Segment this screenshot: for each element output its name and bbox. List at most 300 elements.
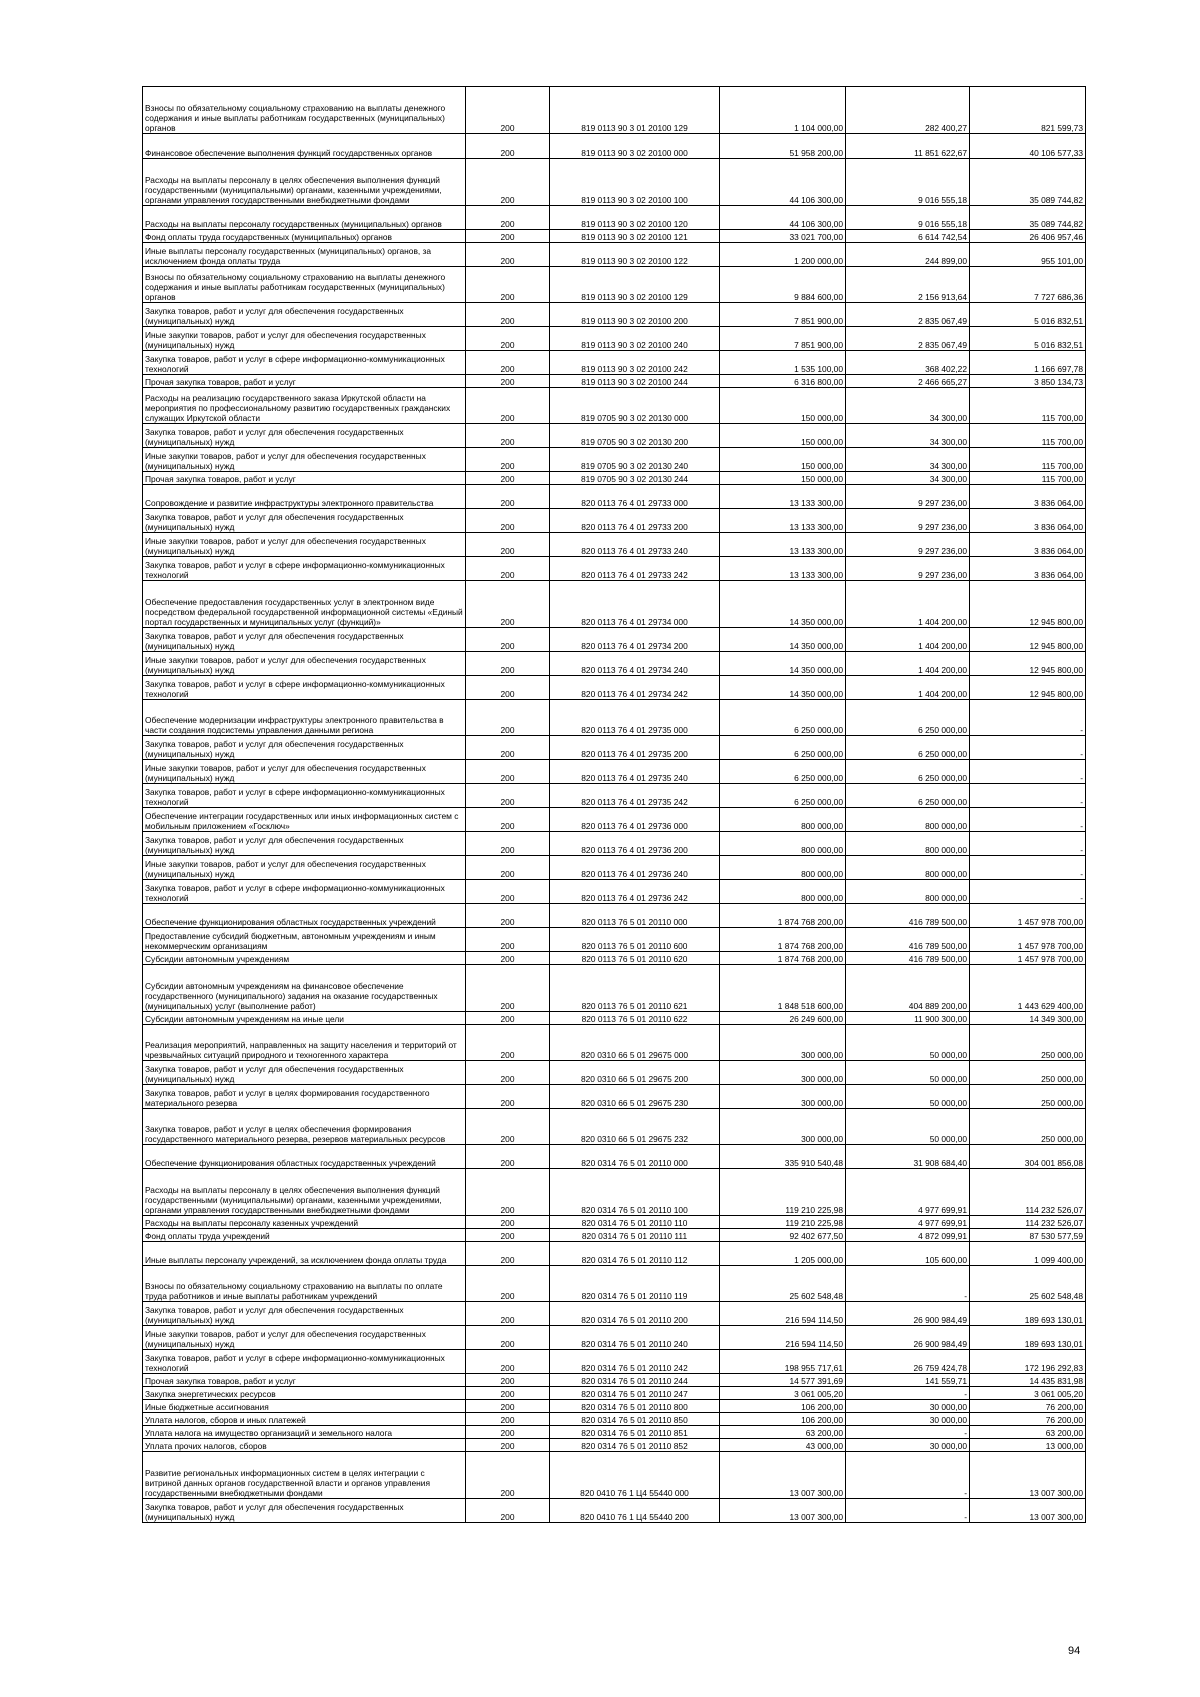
budget-code-cell: 820 0113 76 5 01 20110 000 — [550, 904, 720, 928]
budget-code-cell: 820 0410 76 1 Ц4 55440 000 — [550, 1452, 720, 1499]
approved-amount-cell: 14 350 000,00 — [720, 581, 846, 628]
budget-code-cell: 820 0113 76 4 01 29733 000 — [550, 485, 720, 509]
table-row — [143, 1109, 1086, 1145]
approved-amount-cell: 800 000,00 — [720, 832, 846, 856]
line-code-cell: 200 — [466, 1387, 550, 1400]
executed-amount-cell: 9 297 236,00 — [846, 509, 970, 533]
row-name-cell: Иные бюджетные ассигнования — [143, 1400, 466, 1413]
executed-amount-cell: 6 250 000,00 — [846, 700, 970, 736]
line-code-cell: 200 — [466, 1302, 550, 1326]
approved-amount-cell: 1 535 100,00 — [720, 351, 846, 375]
line-code-cell: 200 — [466, 652, 550, 676]
line-code-cell: 200 — [466, 581, 550, 628]
line-code-cell: 200 — [466, 134, 550, 159]
executed-amount-cell: 416 789 500,00 — [846, 952, 970, 965]
budget-code-cell: 820 0113 76 4 01 29735 242 — [550, 784, 720, 808]
executed-amount-cell: - — [846, 1266, 970, 1302]
executed-amount-cell: 2 835 067,49 — [846, 327, 970, 351]
approved-amount-cell: 198 955 717,61 — [720, 1350, 846, 1374]
approved-amount-cell: 13 133 300,00 — [720, 485, 846, 509]
row-name-cell: Иные закупки товаров, работ и услуг для обеспечения государственных (муниципальных) нужд — [143, 533, 466, 557]
executed-amount-cell: 4 977 699,91 — [846, 1169, 970, 1216]
table-row — [143, 159, 1086, 206]
approved-amount-cell: 14 350 000,00 — [720, 676, 846, 700]
table-row — [143, 351, 1086, 375]
approved-amount-cell: 13 133 300,00 — [720, 509, 846, 533]
unexecuted-amount-cell: 3 850 134,73 — [970, 375, 1086, 388]
table-row — [143, 509, 1086, 533]
executed-amount-cell: 31 908 684,40 — [846, 1145, 970, 1169]
row-name-cell: Развитие региональных информационных систем в целях интеграции с витриной данных органов государственной власти и органов управления государственными внебюджетными фондами — [143, 1452, 466, 1499]
approved-amount-cell: 216 594 114,50 — [720, 1302, 846, 1326]
unexecuted-amount-cell: 3 836 064,00 — [970, 509, 1086, 533]
row-name-cell: Уплата налога на имущество организаций и земельного налога — [143, 1426, 466, 1439]
executed-amount-cell: 9 297 236,00 — [846, 485, 970, 509]
approved-amount-cell: 106 200,00 — [720, 1413, 846, 1426]
approved-amount-cell: 1 200 000,00 — [720, 243, 846, 267]
row-name-cell: Прочая закупка товаров, работ и услуг — [143, 375, 466, 388]
table-row — [143, 267, 1086, 303]
approved-amount-cell: 150 000,00 — [720, 424, 846, 448]
budget-code-cell: 820 0113 76 4 01 29734 242 — [550, 676, 720, 700]
unexecuted-amount-cell: 12 945 800,00 — [970, 628, 1086, 652]
table-row — [143, 1012, 1086, 1025]
line-code-cell: 200 — [466, 880, 550, 904]
approved-amount-cell: 6 250 000,00 — [720, 700, 846, 736]
approved-amount-cell: 92 402 677,50 — [720, 1229, 846, 1242]
line-code-cell: 200 — [466, 533, 550, 557]
executed-amount-cell: 9 016 555,18 — [846, 206, 970, 230]
line-code-cell: 200 — [466, 472, 550, 485]
unexecuted-amount-cell: - — [970, 880, 1086, 904]
budget-code-cell: 819 0113 90 3 02 20100 244 — [550, 375, 720, 388]
line-code-cell: 200 — [466, 1012, 550, 1025]
row-name-cell: Фонд оплаты труда государственных (муниципальных) органов — [143, 230, 466, 243]
table-row — [143, 928, 1086, 952]
row-name-cell: Закупка товаров, работ и услуг в сфере информационно-коммуникационных технологий — [143, 784, 466, 808]
approved-amount-cell: 335 910 540,48 — [720, 1145, 846, 1169]
approved-amount-cell: 800 000,00 — [720, 856, 846, 880]
budget-code-cell: 820 0113 76 5 01 20110 620 — [550, 952, 720, 965]
row-name-cell: Закупка товаров, работ и услуг для обеспечения государственных (муниципальных) нужд — [143, 1499, 466, 1523]
executed-amount-cell: 1 404 200,00 — [846, 676, 970, 700]
row-name-cell: Сопровождение и развитие инфраструктуры электронного правительства — [143, 485, 466, 509]
line-code-cell: 200 — [466, 485, 550, 509]
unexecuted-amount-cell: 25 602 548,48 — [970, 1266, 1086, 1302]
unexecuted-amount-cell: 12 945 800,00 — [970, 676, 1086, 700]
row-name-cell: Иные закупки товаров, работ и услуг для обеспечения государственных (муниципальных) нужд — [143, 448, 466, 472]
line-code-cell: 200 — [466, 375, 550, 388]
executed-amount-cell: 6 250 000,00 — [846, 736, 970, 760]
table-row — [143, 1085, 1086, 1109]
approved-amount-cell: 3 061 005,20 — [720, 1387, 846, 1400]
unexecuted-amount-cell: 189 693 130,01 — [970, 1326, 1086, 1350]
unexecuted-amount-cell: 7 727 686,36 — [970, 267, 1086, 303]
table-row — [143, 1216, 1086, 1229]
unexecuted-amount-cell: 5 016 832,51 — [970, 303, 1086, 327]
row-name-cell: Уплата налогов, сборов и иных платежей — [143, 1413, 466, 1426]
table-row — [143, 1025, 1086, 1061]
unexecuted-amount-cell: 304 001 856,08 — [970, 1145, 1086, 1169]
row-name-cell: Закупка товаров, работ и услуг в сфере информационно-коммуникационных технологий — [143, 351, 466, 375]
line-code-cell: 200 — [466, 1374, 550, 1387]
table-row — [143, 1229, 1086, 1242]
table-row — [143, 424, 1086, 448]
unexecuted-amount-cell: 76 200,00 — [970, 1413, 1086, 1426]
row-name-cell: Субсидии автономным учреждениям на финансовое обеспечение государственного (муниципального) задания на оказание государственных (муниципальных) услуг (выполнение работ) — [143, 965, 466, 1012]
table-row — [143, 533, 1086, 557]
approved-amount-cell: 6 316 800,00 — [720, 375, 846, 388]
unexecuted-amount-cell: 3 836 064,00 — [970, 533, 1086, 557]
table-row — [143, 676, 1086, 700]
unexecuted-amount-cell: 172 196 292,83 — [970, 1350, 1086, 1374]
row-name-cell: Обеспечение интеграции государственных или иных информационных систем с мобильным приложением «Госключ» — [143, 808, 466, 832]
budget-code-cell: 820 0113 76 4 01 29734 000 — [550, 581, 720, 628]
approved-amount-cell: 150 000,00 — [720, 448, 846, 472]
line-code-cell: 200 — [466, 1266, 550, 1302]
line-code-cell: 200 — [466, 784, 550, 808]
approved-amount-cell: 14 350 000,00 — [720, 628, 846, 652]
executed-amount-cell: - — [846, 1426, 970, 1439]
table-row — [143, 1426, 1086, 1439]
unexecuted-amount-cell: 35 089 744,82 — [970, 206, 1086, 230]
approved-amount-cell: 14 577 391,69 — [720, 1374, 846, 1387]
table-row — [143, 1169, 1086, 1216]
line-code-cell: 200 — [466, 1350, 550, 1374]
unexecuted-amount-cell: 115 700,00 — [970, 448, 1086, 472]
line-code-cell: 200 — [466, 1326, 550, 1350]
line-code-cell: 200 — [466, 557, 550, 581]
unexecuted-amount-cell: 14 435 831,98 — [970, 1374, 1086, 1387]
approved-amount-cell: 51 958 200,00 — [720, 134, 846, 159]
unexecuted-amount-cell: 115 700,00 — [970, 472, 1086, 485]
table-row — [143, 952, 1086, 965]
approved-amount-cell: 800 000,00 — [720, 808, 846, 832]
line-code-cell: 200 — [466, 243, 550, 267]
unexecuted-amount-cell: 250 000,00 — [970, 1025, 1086, 1061]
approved-amount-cell: 7 851 900,00 — [720, 327, 846, 351]
approved-amount-cell: 216 594 114,50 — [720, 1326, 846, 1350]
budget-code-cell: 820 0113 76 4 01 29736 242 — [550, 880, 720, 904]
executed-amount-cell: 6 250 000,00 — [846, 760, 970, 784]
unexecuted-amount-cell: - — [970, 700, 1086, 736]
unexecuted-amount-cell: 250 000,00 — [970, 1061, 1086, 1085]
table-row — [143, 303, 1086, 327]
row-name-cell: Закупка товаров, работ и услуг в целях формирования государственного материального резерва — [143, 1085, 466, 1109]
row-name-cell: Закупка энергетических ресурсов — [143, 1387, 466, 1400]
executed-amount-cell: 282 400,27 — [846, 87, 970, 134]
executed-amount-cell: 416 789 500,00 — [846, 928, 970, 952]
approved-amount-cell: 150 000,00 — [720, 472, 846, 485]
line-code-cell: 200 — [466, 327, 550, 351]
line-code-cell: 200 — [466, 303, 550, 327]
line-code-cell: 200 — [466, 1439, 550, 1452]
unexecuted-amount-cell: 12 945 800,00 — [970, 652, 1086, 676]
approved-amount-cell: 13 007 300,00 — [720, 1452, 846, 1499]
table-row — [143, 1452, 1086, 1499]
unexecuted-amount-cell: 250 000,00 — [970, 1085, 1086, 1109]
row-name-cell: Закупка товаров, работ и услуг в сфере информационно-коммуникационных технологий — [143, 1350, 466, 1374]
approved-amount-cell: 13 007 300,00 — [720, 1499, 846, 1523]
budget-code-cell: 819 0113 90 3 02 20100 242 — [550, 351, 720, 375]
unexecuted-amount-cell: 5 016 832,51 — [970, 327, 1086, 351]
line-code-cell: 200 — [466, 952, 550, 965]
budget-code-cell: 820 0314 76 5 01 20110 852 — [550, 1439, 720, 1452]
row-name-cell: Иные закупки товаров, работ и услуг для обеспечения государственных (муниципальных) нужд — [143, 652, 466, 676]
table-row — [143, 1350, 1086, 1374]
row-name-cell: Закупка товаров, работ и услуг для обеспечения государственных (муниципальных) нужд — [143, 736, 466, 760]
budget-code-cell: 820 0113 76 4 01 29736 240 — [550, 856, 720, 880]
executed-amount-cell: 9 297 236,00 — [846, 533, 970, 557]
unexecuted-amount-cell: 114 232 526,07 — [970, 1169, 1086, 1216]
table-row — [143, 206, 1086, 230]
budget-code-cell: 819 0113 90 3 02 20100 120 — [550, 206, 720, 230]
budget-code-cell: 820 0113 76 5 01 20110 622 — [550, 1012, 720, 1025]
table-row — [143, 557, 1086, 581]
table-row — [143, 1145, 1086, 1169]
row-name-cell: Закупка товаров, работ и услуг для обеспечения государственных (муниципальных) нужд — [143, 832, 466, 856]
executed-amount-cell: - — [846, 1499, 970, 1523]
approved-amount-cell: 63 200,00 — [720, 1426, 846, 1439]
budget-code-cell: 820 0113 76 4 01 29735 200 — [550, 736, 720, 760]
budget-code-cell: 820 0314 76 5 01 20110 000 — [550, 1145, 720, 1169]
row-name-cell: Расходы на выплаты персоналу государственных (муниципальных) органов — [143, 206, 466, 230]
table-row — [143, 856, 1086, 880]
row-name-cell: Взносы по обязательному социальному страхованию на выплаты по оплате труда работников и иные выплаты работникам учреждений — [143, 1266, 466, 1302]
executed-amount-cell: 1 404 200,00 — [846, 628, 970, 652]
approved-amount-cell: 6 250 000,00 — [720, 736, 846, 760]
table-row — [143, 1242, 1086, 1266]
budget-code-cell: 820 0113 76 4 01 29734 240 — [550, 652, 720, 676]
unexecuted-amount-cell: 1 166 697,78 — [970, 351, 1086, 375]
table-row — [143, 448, 1086, 472]
approved-amount-cell: 1 848 518 600,00 — [720, 965, 846, 1012]
row-name-cell: Субсидии автономным учреждениям — [143, 952, 466, 965]
table-row — [143, 1374, 1086, 1387]
row-name-cell: Иные выплаты персоналу учреждений, за исключением фонда оплаты труда — [143, 1242, 466, 1266]
executed-amount-cell: 1 404 200,00 — [846, 652, 970, 676]
executed-amount-cell: - — [846, 1452, 970, 1499]
line-code-cell: 200 — [466, 808, 550, 832]
approved-amount-cell: 1 104 000,00 — [720, 87, 846, 134]
line-code-cell: 200 — [466, 1452, 550, 1499]
line-code-cell: 200 — [466, 159, 550, 206]
table-row — [143, 1499, 1086, 1523]
table-row — [143, 581, 1086, 628]
executed-amount-cell: 6 250 000,00 — [846, 784, 970, 808]
row-name-cell: Закупка товаров, работ и услуг для обеспечения государственных (муниципальных) нужд — [143, 303, 466, 327]
unexecuted-amount-cell: - — [970, 808, 1086, 832]
unexecuted-amount-cell: 250 000,00 — [970, 1109, 1086, 1145]
budget-code-cell: 819 0113 90 3 02 20100 121 — [550, 230, 720, 243]
unexecuted-amount-cell: 1 443 629 400,00 — [970, 965, 1086, 1012]
budget-code-cell: 820 0314 76 5 01 20110 110 — [550, 1216, 720, 1229]
row-name-cell: Иные закупки товаров, работ и услуг для обеспечения государственных (муниципальных) нужд — [143, 856, 466, 880]
approved-amount-cell: 9 884 600,00 — [720, 267, 846, 303]
executed-amount-cell: 244 899,00 — [846, 243, 970, 267]
table-row — [143, 134, 1086, 159]
executed-amount-cell: 50 000,00 — [846, 1025, 970, 1061]
executed-amount-cell: 30 000,00 — [846, 1439, 970, 1452]
line-code-cell: 200 — [466, 509, 550, 533]
table-row — [143, 700, 1086, 736]
line-code-cell: 200 — [466, 1025, 550, 1061]
approved-amount-cell: 44 106 300,00 — [720, 206, 846, 230]
row-name-cell: Обеспечение функционирования областных государственных учреждений — [143, 904, 466, 928]
line-code-cell: 200 — [466, 856, 550, 880]
unexecuted-amount-cell: 114 232 526,07 — [970, 1216, 1086, 1229]
row-name-cell: Расходы на выплаты персоналу в целях обеспечения выполнения функций государственными (муниципальными) органами, казенными учреждениями, органами управления государственными внебюджетными фондами — [143, 159, 466, 206]
approved-amount-cell: 150 000,00 — [720, 388, 846, 424]
approved-amount-cell: 6 250 000,00 — [720, 760, 846, 784]
executed-amount-cell: 141 559,71 — [846, 1374, 970, 1387]
approved-amount-cell: 106 200,00 — [720, 1400, 846, 1413]
executed-amount-cell: 6 614 742,54 — [846, 230, 970, 243]
unexecuted-amount-cell: 3 836 064,00 — [970, 485, 1086, 509]
row-name-cell: Закупка товаров, работ и услуг для обеспечения государственных (муниципальных) нужд — [143, 1302, 466, 1326]
table-row — [143, 485, 1086, 509]
unexecuted-amount-cell: 40 106 577,33 — [970, 134, 1086, 159]
unexecuted-amount-cell: 14 349 300,00 — [970, 1012, 1086, 1025]
executed-amount-cell: 34 300,00 — [846, 388, 970, 424]
budget-code-cell: 820 0314 76 5 01 20110 247 — [550, 1387, 720, 1400]
unexecuted-amount-cell: 3 061 005,20 — [970, 1387, 1086, 1400]
approved-amount-cell: 26 249 600,00 — [720, 1012, 846, 1025]
approved-amount-cell: 300 000,00 — [720, 1109, 846, 1145]
budget-code-cell: 820 0314 76 5 01 20110 240 — [550, 1326, 720, 1350]
row-name-cell: Закупка товаров, работ и услуг в сфере информационно-коммуникационных технологий — [143, 880, 466, 904]
line-code-cell: 200 — [466, 424, 550, 448]
executed-amount-cell: 9 297 236,00 — [846, 557, 970, 581]
budget-code-cell: 820 0113 76 4 01 29733 242 — [550, 557, 720, 581]
line-code-cell: 200 — [466, 1145, 550, 1169]
row-name-cell: Взносы по обязательному социальному страхованию на выплаты денежного содержания и иные выплаты работникам государственных (муниципальных) органов — [143, 87, 466, 134]
budget-code-cell: 820 0314 76 5 01 20110 100 — [550, 1169, 720, 1216]
approved-amount-cell: 7 851 900,00 — [720, 303, 846, 327]
approved-amount-cell: 13 133 300,00 — [720, 557, 846, 581]
executed-amount-cell: 800 000,00 — [846, 856, 970, 880]
row-name-cell: Обеспечение функционирования областных государственных учреждений — [143, 1145, 466, 1169]
line-code-cell: 200 — [466, 832, 550, 856]
line-code-cell: 200 — [466, 230, 550, 243]
unexecuted-amount-cell: 76 200,00 — [970, 1400, 1086, 1413]
row-name-cell: Закупка товаров, работ и услуг для обеспечения государственных (муниципальных) нужд — [143, 628, 466, 652]
executed-amount-cell: 30 000,00 — [846, 1413, 970, 1426]
budget-code-cell: 820 0314 76 5 01 20110 850 — [550, 1413, 720, 1426]
executed-amount-cell: 34 300,00 — [846, 424, 970, 448]
budget-code-cell: 819 0705 90 3 02 20130 000 — [550, 388, 720, 424]
row-name-cell: Закупка товаров, работ и услуг в целях обеспечения формирования государственного материального резерва, резервов материальных ресурсов — [143, 1109, 466, 1145]
line-code-cell: 200 — [466, 760, 550, 784]
budget-code-cell: 820 0314 76 5 01 20110 242 — [550, 1350, 720, 1374]
row-name-cell: Иные выплаты персоналу государственных (муниципальных) органов, за исключением фонда оплаты труда — [143, 243, 466, 267]
unexecuted-amount-cell: 1 457 978 700,00 — [970, 928, 1086, 952]
unexecuted-amount-cell: 1 457 978 700,00 — [970, 952, 1086, 965]
budget-code-cell: 820 0314 76 5 01 20110 111 — [550, 1229, 720, 1242]
table-row — [143, 1302, 1086, 1326]
executed-amount-cell: 30 000,00 — [846, 1400, 970, 1413]
executed-amount-cell: 50 000,00 — [846, 1061, 970, 1085]
row-name-cell: Закупка товаров, работ и услуг в сфере информационно-коммуникационных технологий — [143, 557, 466, 581]
executed-amount-cell: 800 000,00 — [846, 880, 970, 904]
approved-amount-cell: 6 250 000,00 — [720, 784, 846, 808]
row-name-cell: Субсидии автономным учреждениям на иные цели — [143, 1012, 466, 1025]
line-code-cell: 200 — [466, 928, 550, 952]
unexecuted-amount-cell: 821 599,73 — [970, 87, 1086, 134]
budget-table — [142, 86, 1086, 1523]
unexecuted-amount-cell: 26 406 957,46 — [970, 230, 1086, 243]
row-name-cell: Расходы на реализацию государственного заказа Иркутской области на мероприятия по профессиональному развитию государственных гражданских служащих Иркутской области — [143, 388, 466, 424]
approved-amount-cell: 1 874 768 200,00 — [720, 952, 846, 965]
executed-amount-cell: 800 000,00 — [846, 832, 970, 856]
table-row — [143, 628, 1086, 652]
unexecuted-amount-cell: 13 007 300,00 — [970, 1499, 1086, 1523]
approved-amount-cell: 119 210 225,98 — [720, 1216, 846, 1229]
line-code-cell: 200 — [466, 1499, 550, 1523]
executed-amount-cell: 800 000,00 — [846, 808, 970, 832]
line-code-cell: 200 — [466, 1426, 550, 1439]
line-code-cell: 200 — [466, 1109, 550, 1145]
executed-amount-cell: 4 872 099,91 — [846, 1229, 970, 1242]
budget-code-cell: 820 0113 76 5 01 20110 621 — [550, 965, 720, 1012]
unexecuted-amount-cell: 955 101,00 — [970, 243, 1086, 267]
budget-code-cell: 819 0113 90 3 01 20100 129 — [550, 87, 720, 134]
executed-amount-cell: 26 759 424,78 — [846, 1350, 970, 1374]
line-code-cell: 200 — [466, 87, 550, 134]
budget-code-cell: 820 0410 76 1 Ц4 55440 200 — [550, 1499, 720, 1523]
executed-amount-cell: 11 851 622,67 — [846, 134, 970, 159]
budget-code-cell: 820 0113 76 5 01 20110 600 — [550, 928, 720, 952]
executed-amount-cell: 34 300,00 — [846, 472, 970, 485]
table-row — [143, 1387, 1086, 1400]
approved-amount-cell: 300 000,00 — [720, 1061, 846, 1085]
budget-code-cell: 819 0113 90 3 02 20100 122 — [550, 243, 720, 267]
budget-code-cell: 819 0113 90 3 02 20100 100 — [550, 159, 720, 206]
budget-code-cell: 819 0113 90 3 02 20100 000 — [550, 134, 720, 159]
budget-code-cell: 820 0310 66 5 01 29675 230 — [550, 1085, 720, 1109]
unexecuted-amount-cell: 87 530 577,59 — [970, 1229, 1086, 1242]
line-code-cell: 200 — [466, 904, 550, 928]
budget-code-cell: 820 0113 76 4 01 29736 000 — [550, 808, 720, 832]
executed-amount-cell: 9 016 555,18 — [846, 159, 970, 206]
line-code-cell: 200 — [466, 965, 550, 1012]
table-row — [143, 784, 1086, 808]
executed-amount-cell: 50 000,00 — [846, 1109, 970, 1145]
executed-amount-cell: 368 402,22 — [846, 351, 970, 375]
budget-code-cell: 820 0113 76 4 01 29733 240 — [550, 533, 720, 557]
row-name-cell: Обеспечение модернизации инфраструктуры электронного правительства в части создания подсистемы управления данными региона — [143, 700, 466, 736]
row-name-cell: Обеспечение предоставления государственных услуг в электронном виде посредством федеральной государственной информационной системы «Единый портал государственных и муниципальных услуг (функций)» — [143, 581, 466, 628]
budget-code-cell: 820 0314 76 5 01 20110 112 — [550, 1242, 720, 1266]
line-code-cell: 200 — [466, 700, 550, 736]
budget-code-cell: 820 0310 66 5 01 29675 000 — [550, 1025, 720, 1061]
budget-code-cell: 820 0113 76 4 01 29734 200 — [550, 628, 720, 652]
table-row — [143, 652, 1086, 676]
executed-amount-cell: 2 156 913,64 — [846, 267, 970, 303]
executed-amount-cell: 105 600,00 — [846, 1242, 970, 1266]
line-code-cell: 200 — [466, 1085, 550, 1109]
table-row — [143, 1266, 1086, 1302]
approved-amount-cell: 13 133 300,00 — [720, 533, 846, 557]
table-row — [143, 1061, 1086, 1085]
table-row — [143, 880, 1086, 904]
line-code-cell: 200 — [466, 676, 550, 700]
line-code-cell: 200 — [466, 1413, 550, 1426]
unexecuted-amount-cell: 12 945 800,00 — [970, 581, 1086, 628]
table-row — [143, 472, 1086, 485]
line-code-cell: 200 — [466, 388, 550, 424]
executed-amount-cell: 2 835 067,49 — [846, 303, 970, 327]
